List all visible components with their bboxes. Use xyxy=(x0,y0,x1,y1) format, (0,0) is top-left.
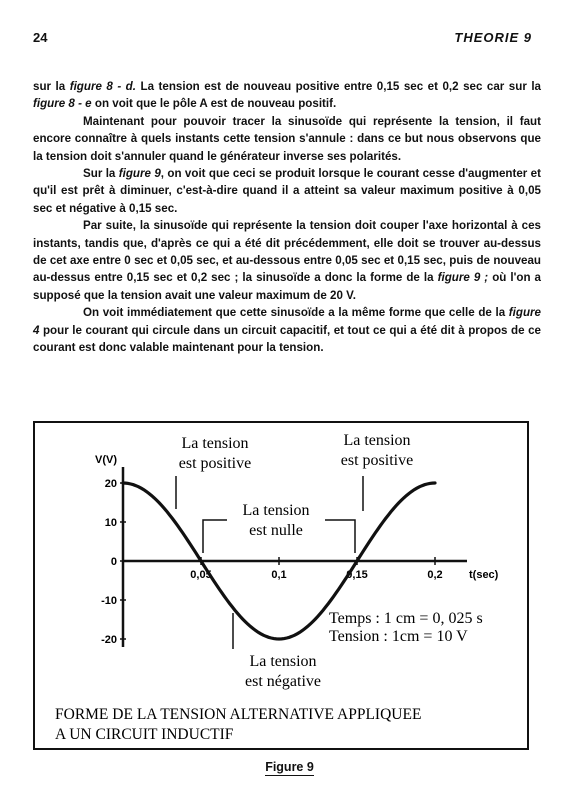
annotation-positive-left: est positive xyxy=(178,455,252,472)
y-tick-label: 10 xyxy=(104,517,117,529)
body-text xyxy=(33,78,541,357)
text-run: on voit que le pôle A est de nouveau positif. xyxy=(91,97,337,111)
chapter-title: THEORIE 9 xyxy=(454,30,532,45)
paragraph xyxy=(33,304,541,356)
x-tick-label: 0,2 xyxy=(427,569,443,581)
x-tick-label: 0,15 xyxy=(346,569,368,581)
annotation-zero: La tension xyxy=(242,502,310,519)
y-tick-label: 0 xyxy=(110,556,117,568)
text-run: sur la xyxy=(33,80,70,93)
figure-title: FORME DE LA TENSION ALTERNATIVE APPLIQUEE xyxy=(55,706,422,723)
figure-caption xyxy=(0,760,579,774)
figure-reference: figure 8 - e xyxy=(33,97,92,111)
paragraph xyxy=(33,113,541,165)
figure-box xyxy=(33,421,529,750)
paragraph xyxy=(33,165,541,217)
data-point xyxy=(434,482,436,484)
page-number: 24 xyxy=(33,30,48,45)
text-run: Par suite, la sinusoïde qui représente la tension doit couper l'axe horizontal à ces instants, tandis que, d'après ce qui a été dit précédemment, elle doit se trouver au-dessus de cet axe entre 0 sec et 0,05 sec, et au-dessous entre 0,05 sec et 0,15 sec, puis de nouveau au-dessus entre 0,15 sec et 0,2 sec ; la sinusoïde a donc la forme de la xyxy=(33,219,541,285)
data-point xyxy=(161,505,163,507)
annotation-positive-right: est positive xyxy=(340,452,414,469)
y-axis-label: V(V) xyxy=(95,454,117,466)
annotation-positive-left: La tension xyxy=(181,435,249,452)
annotation-scale: Tension : 1cm = 10 V xyxy=(329,628,468,645)
text-run: Sur la xyxy=(83,167,119,181)
figure-reference: figure 4 xyxy=(33,306,541,337)
y-tick-label: -20 xyxy=(101,634,117,646)
paragraph xyxy=(33,217,541,304)
figure-caption-text: Figure 9 xyxy=(265,760,314,774)
x-axis-label: t(sec) xyxy=(469,569,499,581)
text-run: La tension est de nouveau positive entre 0,15 sec et 0,2 sec car sur la xyxy=(136,80,542,93)
y-tick-label: 20 xyxy=(104,478,117,490)
figure-reference: figure 9 xyxy=(118,167,161,181)
data-point xyxy=(317,615,319,617)
x-tick-label: 0,05 xyxy=(190,569,212,581)
text-run: , on voit que ceci se produit lorsque le courant cesse d'augmenter et qu'il est prêt à diminuer, c'est-à-dire quand il a atteint sa valeur maximum positive à 0,05 sec et négative à 0,15 sec. xyxy=(33,167,541,215)
annotation-negative: La tension xyxy=(249,653,317,670)
data-point xyxy=(395,505,397,507)
data-point xyxy=(239,615,241,617)
figure-reference: figure 8 - d. xyxy=(69,80,136,93)
text-run: Maintenant pour pouvoir tracer la sinusoïde qui représente la tension, il faut encore connaître à quels instants cette tension s'annule : dans ce but nous observons que la tension doit s'annuler quand le générateur inverse ses polarités. xyxy=(33,114,541,163)
text-run: où l'on a supposé que la tension avait une valeur maximum de 20 V. xyxy=(33,271,541,302)
text-run: pour le courant qui circule dans un circuit capacitif, et tout ce qui a été dit à propos de ce courant est donc valable maintenant pour la tension. xyxy=(33,323,541,355)
annotation-scale: Temps : 1 cm = 0, 025 s xyxy=(329,610,483,627)
figure-reference: figure 9 ; xyxy=(437,271,489,285)
y-tick-label: -10 xyxy=(101,595,117,607)
data-point xyxy=(356,560,358,562)
text-run: On voit immédiatement que cette sinusoïde a la même forme que celle de la xyxy=(83,306,509,320)
x-tick-label: 0,1 xyxy=(271,569,287,581)
annotation-zero: est nulle xyxy=(249,522,303,539)
annotation-positive-right: La tension xyxy=(343,432,411,449)
pointer-line xyxy=(325,520,355,553)
figure-title: A UN CIRCUIT INDUCTIF xyxy=(55,726,234,743)
data-point xyxy=(278,638,280,640)
annotation-negative: est négative xyxy=(245,673,321,690)
data-point xyxy=(122,482,124,484)
data-point xyxy=(200,560,202,562)
pointer-line xyxy=(203,520,227,553)
voltage-chart xyxy=(35,423,527,748)
paragraph xyxy=(33,78,541,113)
